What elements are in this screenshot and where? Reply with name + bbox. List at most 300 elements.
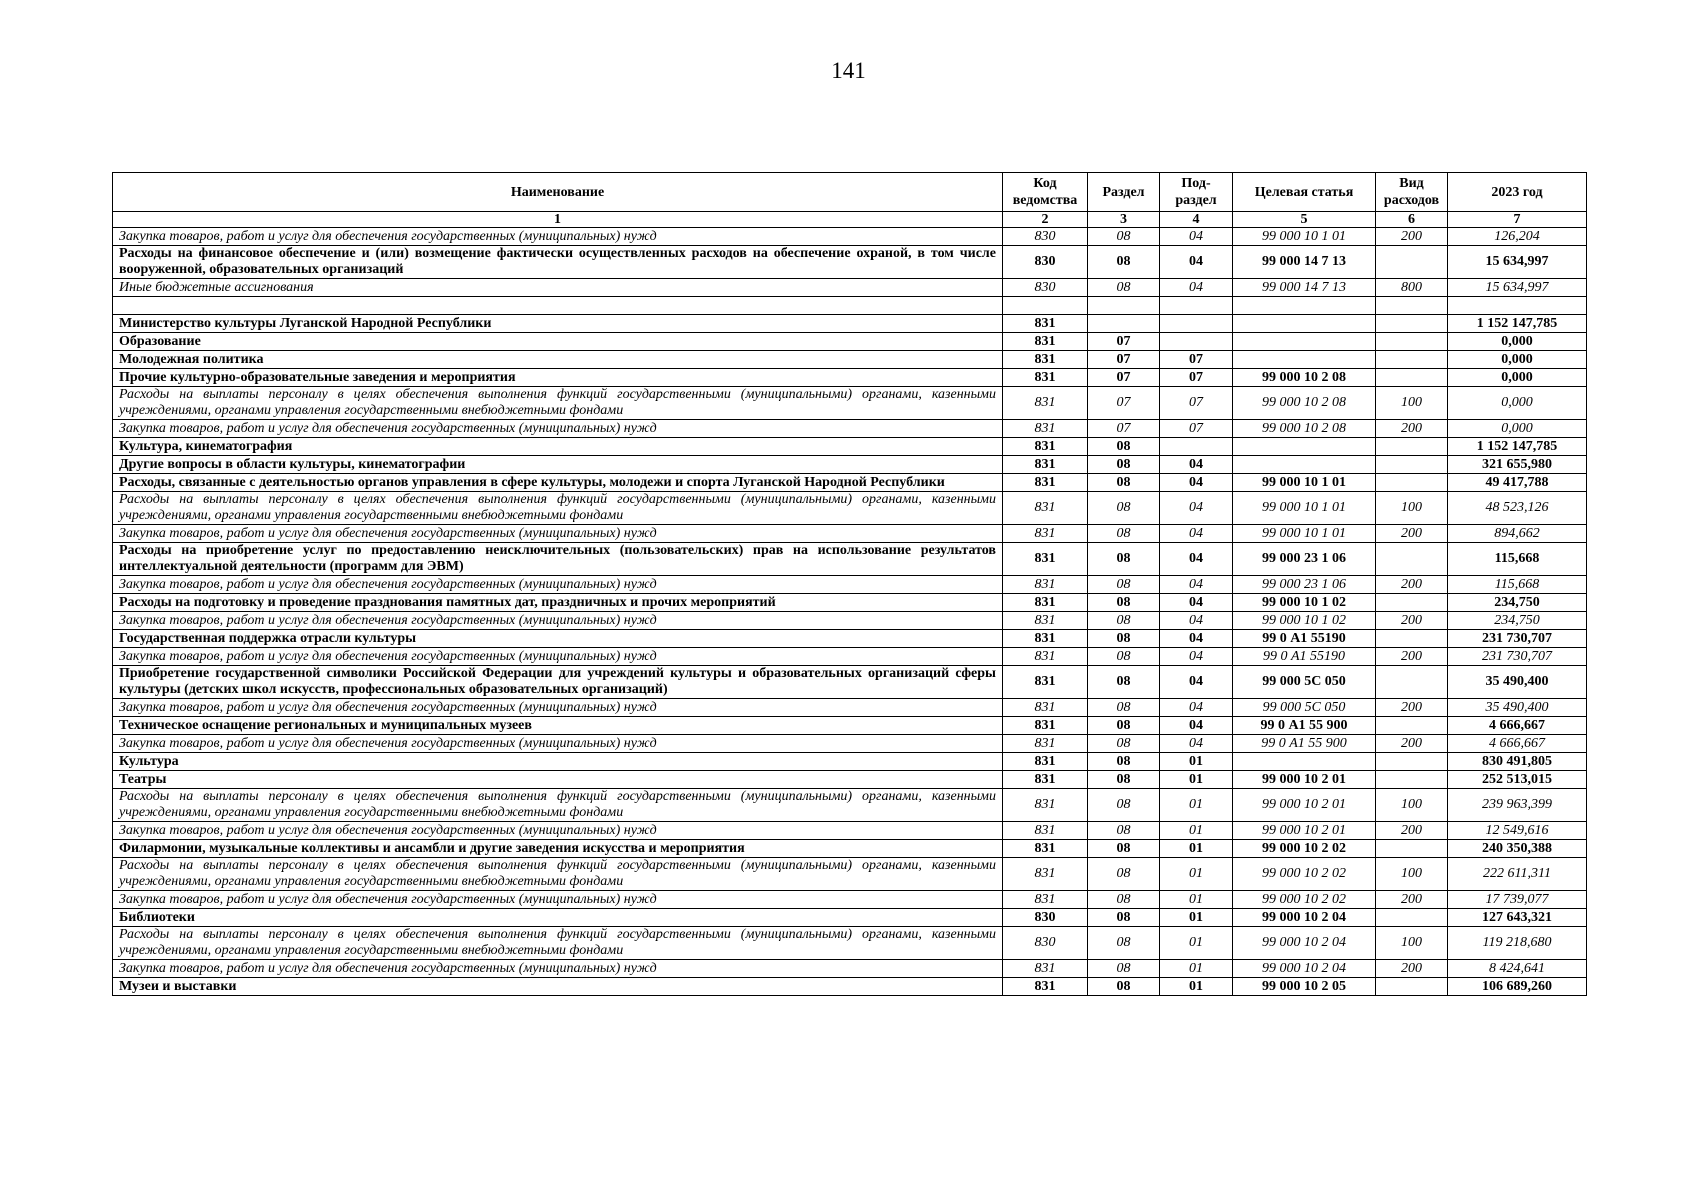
row-ved: 831 <box>1003 789 1088 822</box>
row-ved: 831 <box>1003 543 1088 576</box>
row-name: Закупка товаров, работ и услуг для обеспечения государственных (муниципальных) нужд <box>113 525 1003 543</box>
row-amount: 8 424,641 <box>1448 960 1587 978</box>
row-razdel: 08 <box>1088 666 1160 699</box>
row-podrazdel <box>1160 297 1233 315</box>
row-statya: 99 0 А1 55 900 <box>1233 717 1376 735</box>
row-ved: 831 <box>1003 858 1088 891</box>
row-ved: 831 <box>1003 822 1088 840</box>
row-statya: 99 000 10 1 01 <box>1233 525 1376 543</box>
row-vid <box>1376 369 1448 387</box>
row-vid <box>1376 438 1448 456</box>
row-ved: 831 <box>1003 387 1088 420</box>
row-razdel: 07 <box>1088 420 1160 438</box>
row-statya: 99 000 10 1 01 <box>1233 474 1376 492</box>
row-statya: 99 000 23 1 06 <box>1233 543 1376 576</box>
table-row <box>113 594 1587 612</box>
table-row <box>113 576 1587 594</box>
row-amount: 35 490,400 <box>1448 666 1587 699</box>
table-row <box>113 699 1587 717</box>
table-row <box>113 978 1587 996</box>
row-podrazdel: 01 <box>1160 909 1233 927</box>
row-vid: 100 <box>1376 927 1448 960</box>
row-ved: 831 <box>1003 840 1088 858</box>
row-vid <box>1376 753 1448 771</box>
row-razdel: 08 <box>1088 594 1160 612</box>
row-vid: 200 <box>1376 612 1448 630</box>
row-amount: 830 491,805 <box>1448 753 1587 771</box>
row-statya <box>1233 351 1376 369</box>
row-statya: 99 000 10 2 08 <box>1233 420 1376 438</box>
table-row <box>113 315 1587 333</box>
row-podrazdel: 04 <box>1160 456 1233 474</box>
row-name: Расходы на выплаты персоналу в целях обеспечения выполнения функций государственными (муниципальными) органами, казенными учреждениями, органами управления государственными внебюджетными фондами <box>113 789 1003 822</box>
row-ved: 830 <box>1003 927 1088 960</box>
row-vid: 200 <box>1376 420 1448 438</box>
row-amount: 17 739,077 <box>1448 891 1587 909</box>
row-name: Приобретение государственной символики Российской Федерации для учреждений культуры и образовательных организаций сферы культуры (детских школ искусств, профессиональных образовательных организаций) <box>113 666 1003 699</box>
row-ved: 831 <box>1003 525 1088 543</box>
row-amount: 0,000 <box>1448 333 1587 351</box>
row-statya <box>1233 333 1376 351</box>
row-amount: 0,000 <box>1448 369 1587 387</box>
row-podrazdel: 04 <box>1160 492 1233 525</box>
row-name: Закупка товаров, работ и услуг для обеспечения государственных (муниципальных) нужд <box>113 735 1003 753</box>
row-statya <box>1233 315 1376 333</box>
row-amount: 239 963,399 <box>1448 789 1587 822</box>
row-statya: 99 000 10 1 02 <box>1233 594 1376 612</box>
row-razdel: 07 <box>1088 333 1160 351</box>
row-podrazdel: 04 <box>1160 594 1233 612</box>
header-podrazdel: Под-раздел <box>1160 173 1233 212</box>
table-row <box>113 753 1587 771</box>
row-statya: 99 000 10 2 04 <box>1233 909 1376 927</box>
row-razdel: 08 <box>1088 822 1160 840</box>
page-number: 141 <box>831 58 866 83</box>
row-podrazdel: 01 <box>1160 753 1233 771</box>
row-ved: 831 <box>1003 594 1088 612</box>
row-vid: 200 <box>1376 576 1448 594</box>
row-amount: 119 218,680 <box>1448 927 1587 960</box>
row-statya <box>1233 438 1376 456</box>
row-podrazdel: 01 <box>1160 822 1233 840</box>
row-name: Театры <box>113 771 1003 789</box>
row-name: Закупка товаров, работ и услуг для обеспечения государственных (муниципальных) нужд <box>113 960 1003 978</box>
table-row <box>113 612 1587 630</box>
row-statya: 99 000 5С 050 <box>1233 699 1376 717</box>
row-vid: 200 <box>1376 891 1448 909</box>
row-vid <box>1376 978 1448 996</box>
row-razdel: 08 <box>1088 891 1160 909</box>
table-row <box>113 369 1587 387</box>
row-vid <box>1376 456 1448 474</box>
row-podrazdel: 07 <box>1160 387 1233 420</box>
table-row <box>113 492 1587 525</box>
row-ved: 830 <box>1003 909 1088 927</box>
row-name: Закупка товаров, работ и услуг для обеспечения государственных (муниципальных) нужд <box>113 228 1003 246</box>
row-amount: 1 152 147,785 <box>1448 315 1587 333</box>
row-name: Государственная поддержка отрасли культуры <box>113 630 1003 648</box>
row-razdel: 08 <box>1088 492 1160 525</box>
row-razdel: 08 <box>1088 978 1160 996</box>
row-vid <box>1376 315 1448 333</box>
row-amount: 4 666,667 <box>1448 735 1587 753</box>
row-podrazdel: 04 <box>1160 717 1233 735</box>
table-row <box>113 717 1587 735</box>
header-name: Наименование <box>113 173 1003 212</box>
row-name: Расходы на подготовку и проведение празднования памятных дат, праздничных и прочих мероприятий <box>113 594 1003 612</box>
row-podrazdel: 04 <box>1160 474 1233 492</box>
row-ved: 830 <box>1003 228 1088 246</box>
row-ved: 831 <box>1003 978 1088 996</box>
row-razdel: 08 <box>1088 612 1160 630</box>
row-statya: 99 000 10 2 02 <box>1233 858 1376 891</box>
row-statya: 99 0 А1 55 900 <box>1233 735 1376 753</box>
table-row <box>113 648 1587 666</box>
row-name: Закупка товаров, работ и услуг для обеспечения государственных (муниципальных) нужд <box>113 420 1003 438</box>
row-statya <box>1233 297 1376 315</box>
table-row <box>113 771 1587 789</box>
row-razdel: 07 <box>1088 387 1160 420</box>
row-podrazdel: 04 <box>1160 228 1233 246</box>
row-razdel: 08 <box>1088 630 1160 648</box>
budget-table <box>112 172 1587 996</box>
row-ved: 831 <box>1003 612 1088 630</box>
row-vid: 200 <box>1376 228 1448 246</box>
row-ved: 831 <box>1003 699 1088 717</box>
row-razdel: 08 <box>1088 858 1160 891</box>
row-podrazdel: 04 <box>1160 648 1233 666</box>
row-vid <box>1376 351 1448 369</box>
table-row <box>113 438 1587 456</box>
row-podrazdel: 04 <box>1160 576 1233 594</box>
row-statya: 99 0 А1 55190 <box>1233 630 1376 648</box>
row-vid: 200 <box>1376 525 1448 543</box>
table-row <box>113 351 1587 369</box>
row-statya <box>1233 753 1376 771</box>
table-row <box>113 927 1587 960</box>
row-podrazdel: 07 <box>1160 351 1233 369</box>
row-statya: 99 000 23 1 06 <box>1233 576 1376 594</box>
table-row <box>113 735 1587 753</box>
row-ved: 831 <box>1003 438 1088 456</box>
table-row <box>113 909 1587 927</box>
header-ved: Код ведомства <box>1003 173 1088 212</box>
row-name: Закупка товаров, работ и услуг для обеспечения государственных (муниципальных) нужд <box>113 891 1003 909</box>
row-statya: 99 000 10 2 02 <box>1233 891 1376 909</box>
row-amount: 15 634,997 <box>1448 246 1587 279</box>
row-statya: 99 000 10 2 01 <box>1233 771 1376 789</box>
row-vid <box>1376 771 1448 789</box>
row-ved: 831 <box>1003 420 1088 438</box>
row-razdel: 07 <box>1088 369 1160 387</box>
column-number: 7 <box>1448 212 1587 228</box>
row-ved: 831 <box>1003 333 1088 351</box>
row-ved: 831 <box>1003 474 1088 492</box>
row-ved: 831 <box>1003 315 1088 333</box>
row-razdel: 08 <box>1088 771 1160 789</box>
row-name: Библиотеки <box>113 909 1003 927</box>
row-podrazdel: 01 <box>1160 771 1233 789</box>
row-podrazdel: 04 <box>1160 543 1233 576</box>
header-vid: Вид расходов <box>1376 173 1448 212</box>
table-row <box>113 297 1587 315</box>
row-name: Культура <box>113 753 1003 771</box>
row-razdel: 08 <box>1088 960 1160 978</box>
row-statya: 99 000 10 2 04 <box>1233 960 1376 978</box>
row-amount: 15 634,997 <box>1448 279 1587 297</box>
row-name: Другие вопросы в области культуры, кинематографии <box>113 456 1003 474</box>
row-razdel: 08 <box>1088 456 1160 474</box>
row-ved: 831 <box>1003 351 1088 369</box>
table-row <box>113 456 1587 474</box>
row-statya: 99 000 14 7 13 <box>1233 279 1376 297</box>
row-podrazdel: 04 <box>1160 666 1233 699</box>
row-ved <box>1003 297 1088 315</box>
row-statya: 99 000 10 1 01 <box>1233 492 1376 525</box>
row-vid <box>1376 333 1448 351</box>
row-amount: 1 152 147,785 <box>1448 438 1587 456</box>
table-row <box>113 525 1587 543</box>
row-podrazdel: 04 <box>1160 279 1233 297</box>
row-razdel: 07 <box>1088 351 1160 369</box>
row-vid: 200 <box>1376 960 1448 978</box>
row-statya: 99 000 10 2 01 <box>1233 789 1376 822</box>
row-podrazdel: 04 <box>1160 630 1233 648</box>
row-name: Закупка товаров, работ и услуг для обеспечения государственных (муниципальных) нужд <box>113 612 1003 630</box>
table-row <box>113 387 1587 420</box>
row-podrazdel: 01 <box>1160 978 1233 996</box>
row-name: Расходы, связанные с деятельностью органов управления в сфере культуры, молодежи и спорта Луганской Народной Республики <box>113 474 1003 492</box>
row-razdel: 08 <box>1088 228 1160 246</box>
row-statya <box>1233 456 1376 474</box>
row-name: Закупка товаров, работ и услуг для обеспечения государственных (муниципальных) нужд <box>113 648 1003 666</box>
row-ved: 830 <box>1003 279 1088 297</box>
row-razdel: 08 <box>1088 246 1160 279</box>
row-vid <box>1376 909 1448 927</box>
row-razdel: 08 <box>1088 648 1160 666</box>
row-vid <box>1376 840 1448 858</box>
row-vid <box>1376 594 1448 612</box>
row-vid: 200 <box>1376 735 1448 753</box>
row-name: Министерство культуры Луганской Народной Республики <box>113 315 1003 333</box>
row-podrazdel: 01 <box>1160 891 1233 909</box>
row-vid <box>1376 717 1448 735</box>
row-amount: 231 730,707 <box>1448 630 1587 648</box>
row-name: Филармонии, музыкальные коллективы и ансамбли и другие заведения искусства и мероприятия <box>113 840 1003 858</box>
row-amount: 4 666,667 <box>1448 717 1587 735</box>
row-ved: 831 <box>1003 735 1088 753</box>
row-amount: 252 513,015 <box>1448 771 1587 789</box>
table-row <box>113 840 1587 858</box>
row-razdel: 08 <box>1088 753 1160 771</box>
row-amount: 49 417,788 <box>1448 474 1587 492</box>
table-row <box>113 279 1587 297</box>
row-ved: 831 <box>1003 960 1088 978</box>
row-statya: 99 000 10 1 02 <box>1233 612 1376 630</box>
row-amount: 321 655,980 <box>1448 456 1587 474</box>
row-vid <box>1376 543 1448 576</box>
row-razdel <box>1088 297 1160 315</box>
row-name: Культура, кинематография <box>113 438 1003 456</box>
column-number: 1 <box>113 212 1003 228</box>
row-amount: 240 350,388 <box>1448 840 1587 858</box>
row-amount: 48 523,126 <box>1448 492 1587 525</box>
row-podrazdel: 04 <box>1160 735 1233 753</box>
row-statya: 99 000 10 2 02 <box>1233 840 1376 858</box>
row-amount: 231 730,707 <box>1448 648 1587 666</box>
row-razdel: 08 <box>1088 279 1160 297</box>
row-amount: 126,204 <box>1448 228 1587 246</box>
row-ved: 831 <box>1003 630 1088 648</box>
row-name: Расходы на приобретение услуг по предоставлению неисключительных (пользовательских) прав на использование результатов интеллектуальной деятельности (программ для ЭВМ) <box>113 543 1003 576</box>
row-podrazdel <box>1160 315 1233 333</box>
row-statya: 99 0 А1 55190 <box>1233 648 1376 666</box>
row-razdel: 08 <box>1088 438 1160 456</box>
row-name: Расходы на финансовое обеспечение и (или) возмещение фактически осуществленных расходов на обеспечение охраной, в том числе вооруженной, образовательных организаций <box>113 246 1003 279</box>
row-name: Образование <box>113 333 1003 351</box>
row-podrazdel: 01 <box>1160 840 1233 858</box>
row-ved: 831 <box>1003 492 1088 525</box>
row-statya: 99 000 14 7 13 <box>1233 246 1376 279</box>
row-ved: 831 <box>1003 369 1088 387</box>
row-amount: 234,750 <box>1448 612 1587 630</box>
row-razdel: 08 <box>1088 789 1160 822</box>
column-number: 6 <box>1376 212 1448 228</box>
row-podrazdel: 07 <box>1160 420 1233 438</box>
row-razdel: 08 <box>1088 735 1160 753</box>
row-podrazdel <box>1160 438 1233 456</box>
row-amount: 234,750 <box>1448 594 1587 612</box>
row-ved: 831 <box>1003 666 1088 699</box>
row-amount: 0,000 <box>1448 351 1587 369</box>
row-amount: 115,668 <box>1448 543 1587 576</box>
row-podrazdel: 04 <box>1160 246 1233 279</box>
column-number: 4 <box>1160 212 1233 228</box>
row-statya: 99 000 10 2 01 <box>1233 822 1376 840</box>
row-vid: 200 <box>1376 822 1448 840</box>
row-razdel: 08 <box>1088 717 1160 735</box>
row-razdel: 08 <box>1088 840 1160 858</box>
row-podrazdel: 07 <box>1160 369 1233 387</box>
row-name: Прочие культурно-образовательные заведения и мероприятия <box>113 369 1003 387</box>
row-podrazdel: 04 <box>1160 525 1233 543</box>
row-amount: 127 643,321 <box>1448 909 1587 927</box>
table-row <box>113 630 1587 648</box>
table-row <box>113 246 1587 279</box>
row-name: Закупка товаров, работ и услуг для обеспечения государственных (муниципальных) нужд <box>113 699 1003 717</box>
row-vid <box>1376 630 1448 648</box>
row-amount: 222 611,311 <box>1448 858 1587 891</box>
header-year: 2023 год <box>1448 173 1587 212</box>
row-razdel: 08 <box>1088 576 1160 594</box>
column-number: 3 <box>1088 212 1160 228</box>
table-row <box>113 474 1587 492</box>
row-podrazdel: 01 <box>1160 789 1233 822</box>
row-statya: 99 000 10 2 08 <box>1233 369 1376 387</box>
table-row <box>113 543 1587 576</box>
row-name: Расходы на выплаты персоналу в целях обеспечения выполнения функций государственными (муниципальными) органами, казенными учреждениями, органами управления государственными внебюджетными фондами <box>113 927 1003 960</box>
row-name: Иные бюджетные ассигнования <box>113 279 1003 297</box>
column-numbers-row <box>113 212 1587 228</box>
row-podrazdel: 04 <box>1160 699 1233 717</box>
row-ved: 831 <box>1003 456 1088 474</box>
row-razdel: 08 <box>1088 927 1160 960</box>
row-ved: 831 <box>1003 648 1088 666</box>
row-razdel: 08 <box>1088 699 1160 717</box>
row-podrazdel <box>1160 333 1233 351</box>
row-amount: 35 490,400 <box>1448 699 1587 717</box>
table-row <box>113 822 1587 840</box>
header-statya: Целевая статья <box>1233 173 1376 212</box>
row-vid <box>1376 474 1448 492</box>
row-statya: 99 000 10 2 04 <box>1233 927 1376 960</box>
row-statya: 99 000 5С 050 <box>1233 666 1376 699</box>
row-name: Музеи и выставки <box>113 978 1003 996</box>
row-podrazdel: 01 <box>1160 858 1233 891</box>
row-amount: 115,668 <box>1448 576 1587 594</box>
row-name: Техническое оснащение региональных и муниципальных музеев <box>113 717 1003 735</box>
table-row <box>113 960 1587 978</box>
table-row <box>113 333 1587 351</box>
row-podrazdel: 01 <box>1160 927 1233 960</box>
header-razdel: Раздел <box>1088 173 1160 212</box>
row-name: Закупка товаров, работ и услуг для обеспечения государственных (муниципальных) нужд <box>113 576 1003 594</box>
column-number: 5 <box>1233 212 1376 228</box>
row-name: Молодежная политика <box>113 351 1003 369</box>
row-statya: 99 000 10 2 05 <box>1233 978 1376 996</box>
row-vid: 200 <box>1376 648 1448 666</box>
table-header <box>113 173 1587 228</box>
row-name: Расходы на выплаты персоналу в целях обеспечения выполнения функций государственными (муниципальными) органами, казенными учреждениями, органами управления государственными внебюджетными фондами <box>113 492 1003 525</box>
row-statya: 99 000 10 1 01 <box>1233 228 1376 246</box>
table-row <box>113 789 1587 822</box>
row-name: Закупка товаров, работ и услуг для обеспечения государственных (муниципальных) нужд <box>113 822 1003 840</box>
row-amount: 894,662 <box>1448 525 1587 543</box>
row-vid <box>1376 666 1448 699</box>
row-razdel: 08 <box>1088 543 1160 576</box>
row-vid <box>1376 246 1448 279</box>
row-ved: 831 <box>1003 717 1088 735</box>
table-row <box>113 858 1587 891</box>
row-ved: 831 <box>1003 771 1088 789</box>
row-vid: 100 <box>1376 789 1448 822</box>
row-vid: 100 <box>1376 492 1448 525</box>
column-number: 2 <box>1003 212 1088 228</box>
row-amount <box>1448 297 1587 315</box>
row-vid <box>1376 297 1448 315</box>
row-name: Расходы на выплаты персоналу в целях обеспечения выполнения функций государственными (муниципальными) органами, казенными учреждениями, органами управления государственными внебюджетными фондами <box>113 387 1003 420</box>
row-vid: 200 <box>1376 699 1448 717</box>
row-vid: 100 <box>1376 858 1448 891</box>
row-name: Расходы на выплаты персоналу в целях обеспечения выполнения функций государственными (муниципальными) органами, казенными учреждениями, органами управления государственными внебюджетными фондами <box>113 858 1003 891</box>
row-ved: 831 <box>1003 576 1088 594</box>
row-podrazdel: 04 <box>1160 612 1233 630</box>
row-razdel: 08 <box>1088 909 1160 927</box>
row-statya: 99 000 10 2 08 <box>1233 387 1376 420</box>
row-vid: 800 <box>1376 279 1448 297</box>
row-razdel: 08 <box>1088 525 1160 543</box>
row-vid: 100 <box>1376 387 1448 420</box>
row-ved: 831 <box>1003 753 1088 771</box>
row-name <box>113 297 1003 315</box>
row-razdel: 08 <box>1088 474 1160 492</box>
row-podrazdel: 01 <box>1160 960 1233 978</box>
table-row <box>113 891 1587 909</box>
row-amount: 0,000 <box>1448 387 1587 420</box>
header-row <box>113 173 1587 212</box>
row-amount: 12 549,616 <box>1448 822 1587 840</box>
row-amount: 106 689,260 <box>1448 978 1587 996</box>
